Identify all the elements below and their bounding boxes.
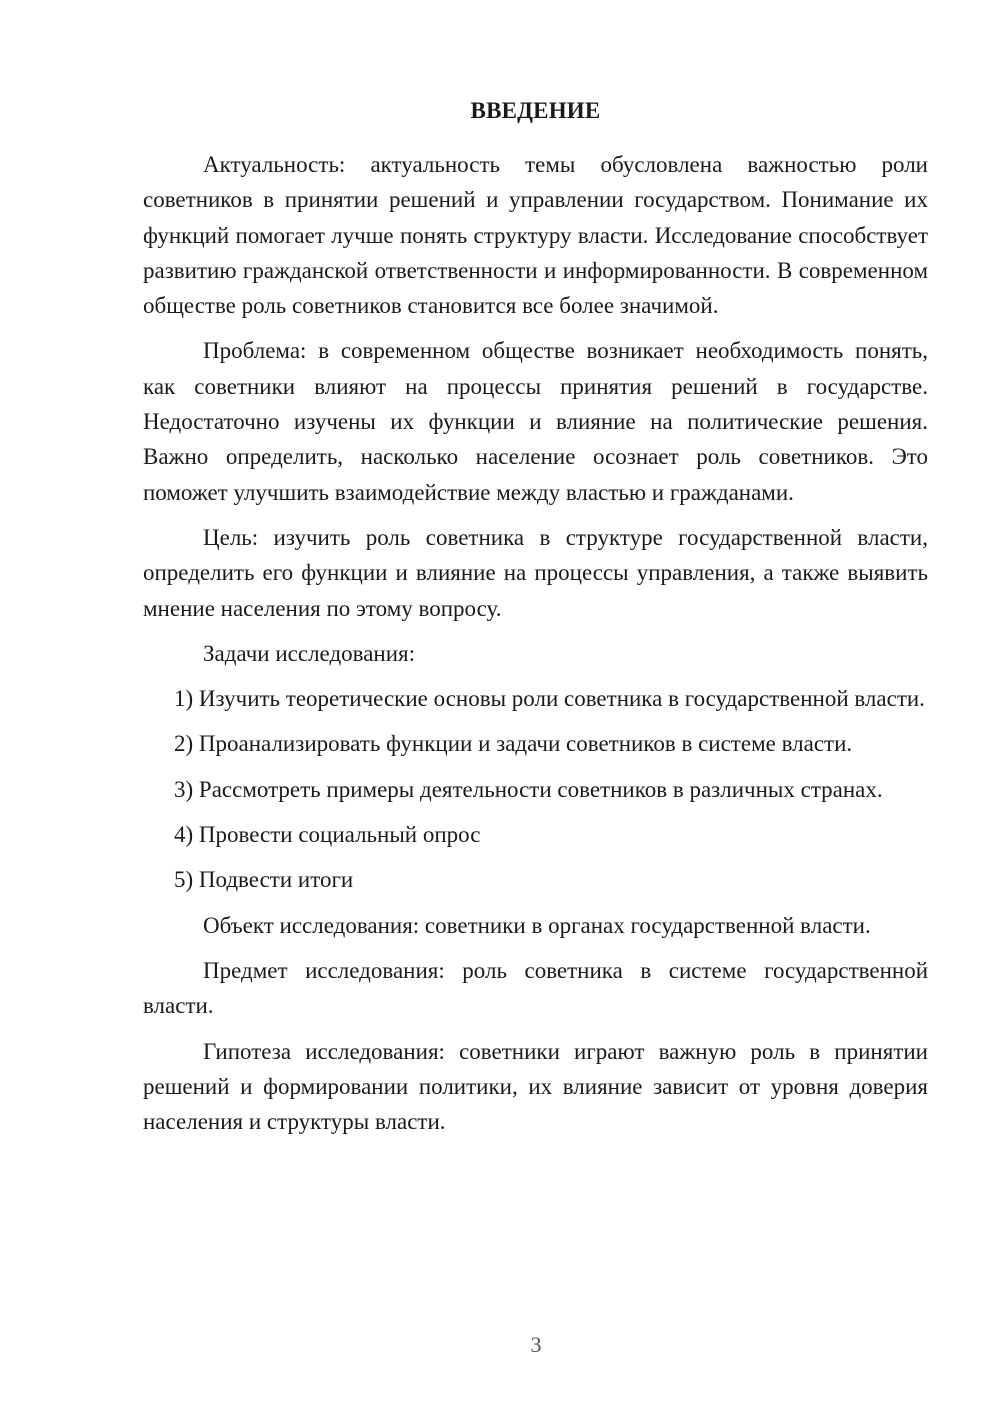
task-item-4: 4) Провести социальный опрос <box>174 822 481 848</box>
page-number: 3 <box>530 1332 542 1357</box>
section-heading: ВВЕДЕНИЕ <box>470 98 601 123</box>
paragraph-problem: Проблема: в современном обществе возникает необходимость понять, как советники влияют на процессы принятия решений в государстве. Недостаточно изучены их функции и влияние на политические решения. Важно определить, насколько население осознает роль советников. Это поможет улучшить взаимодействие между властью и гражданами. <box>143 338 928 505</box>
paragraph-object: Объект исследования: советники в органах государственной власти. <box>203 912 871 938</box>
paragraph-goal: Цель: изучить роль советника в структуре государственной власти, определить его функции и влияние на процессы управления, а также выявить мнение населения по этому вопросу. <box>143 524 928 621</box>
task-item-2: 2) Проанализировать функции и задачи советников в системе власти. <box>174 731 853 757</box>
task-item-1: 1) Изучить теоретические основы роли советника в государственной власти. <box>174 686 925 712</box>
task-item-3: 3) Рассмотреть примеры деятельности советников в различных странах. <box>174 776 883 802</box>
paragraph-subject: Предмет исследования: роль советника в системе государственной власти. <box>143 957 928 1019</box>
tasks-title: Задачи исследования: <box>203 640 416 666</box>
paragraph-relevance: Актуальность: актуальность темы обусловлена важностью роли советников в принятии решений и управлении государством. Понимание их функций помогает лучше понять структуру власти. Исследование способствует развитию гражданской ответственности и информированности. В современном обществе роль советников становится все более значимой. <box>143 152 928 319</box>
task-item-5: 5) Подвести итоги <box>174 867 354 893</box>
page-content <box>143 92 928 1149</box>
paragraph-hypothesis: Гипотеза исследования: советники играют важную роль в принятии решений и формировании политики, их влияние зависит от уровня доверия населения и структуры власти. <box>143 1038 928 1135</box>
